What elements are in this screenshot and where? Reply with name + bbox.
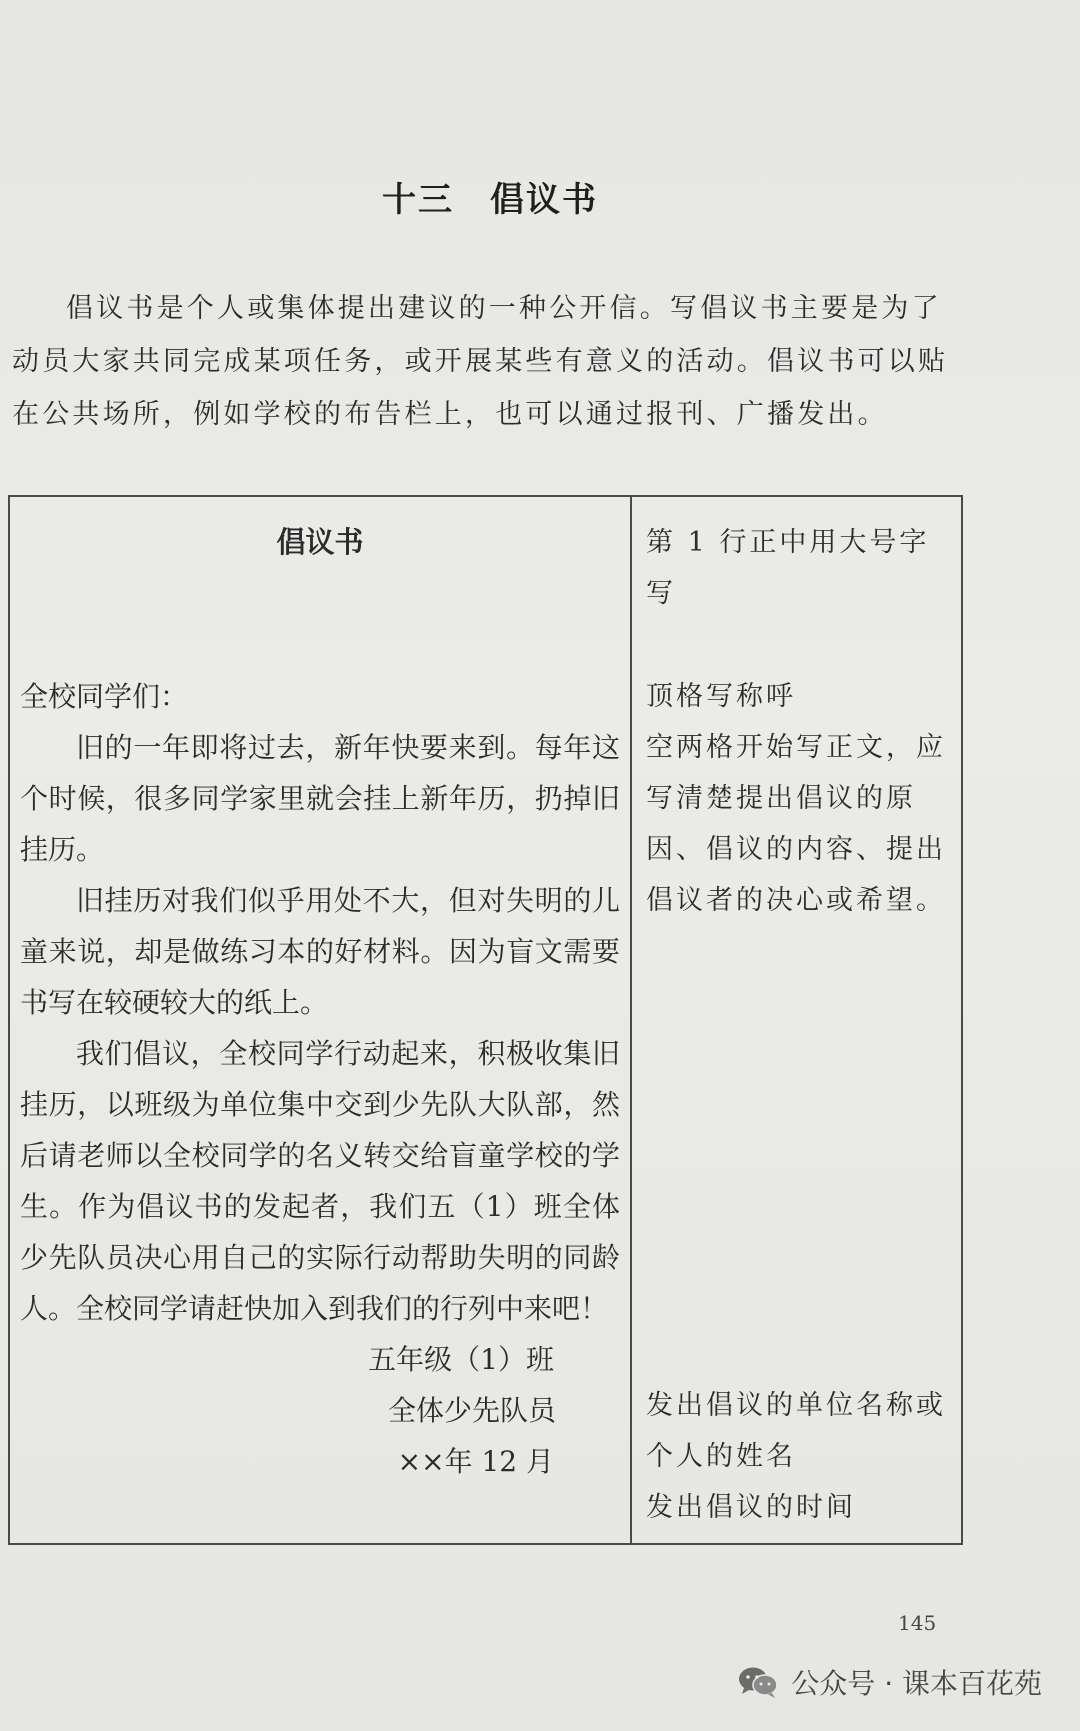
intro-text [12,282,967,441]
section-number: 十三 [382,180,454,220]
wechat-footer [737,1662,1042,1702]
intro-paragraph: 倡议书是个人或集体提出建议的一种公开信。写倡议书主要是为了动员大家共同完成某项任务，或开展某些有意义的活动。倡议书可以贴在公共场所，例如学校的布告栏上，也可以通过报刊、广播发出。 [12,293,949,430]
letter-paragraph-1: 旧的一年即将过去，新年快要来到。每年这个时候，很多同学家里就会挂上新年历，扔掉旧挂历。 [20,731,620,866]
note-sender: 发出倡议的单位名称或个人的姓名 [646,1390,946,1472]
note-body: 空两格开始写正文，应写清楚提出倡议的原因、倡议的内容、提出倡议者的决心或希望。 [646,732,946,916]
letter-paragraph-2: 旧挂历对我们似乎用处不大，但对失明的儿童来说，却是做练习本的好材料。因为盲文需要书写在较硬较大的纸上。 [20,884,620,1019]
letter-greeting: 全校同学们： [20,680,189,713]
example-letter-table [8,495,963,1545]
page-number: 145 [898,1611,937,1635]
section-title: 倡议书 [490,180,598,220]
notes-column [646,517,956,1523]
column-divider [630,497,632,1543]
letter-paragraph-3: 我们倡议，全校同学行动起来，积极收集旧挂历，以班级为单位集中交到少先队大队部，然后请老师以全校同学的名义转交给盲童学校的学生。作为倡议书的发起者，我们五（1）班全体少先队员决心用自己的实际行动帮助失明的同龄人。全校同学请赶快加入到我们的行列中来吧！ [20,1037,620,1325]
note-greeting: 顶格写称呼 [646,681,796,712]
footer-account: 公众号 · 课本百花苑 [791,1667,1042,1700]
letter-column [20,517,620,1487]
note-date: 发出倡议的时间 [646,1492,856,1523]
letter-title: 倡议书 [276,525,364,559]
signature-class: 五年级（1）班 [368,1343,554,1376]
signature-date: ××年 12 月 [397,1445,554,1478]
signature-group: 全体少先队员 [387,1394,556,1427]
section-heading [0,172,980,221]
wechat-icon [737,1665,779,1699]
note-title: 第 1 行正中用大号字写 [646,527,930,609]
note-signature-block [646,1380,956,1533]
